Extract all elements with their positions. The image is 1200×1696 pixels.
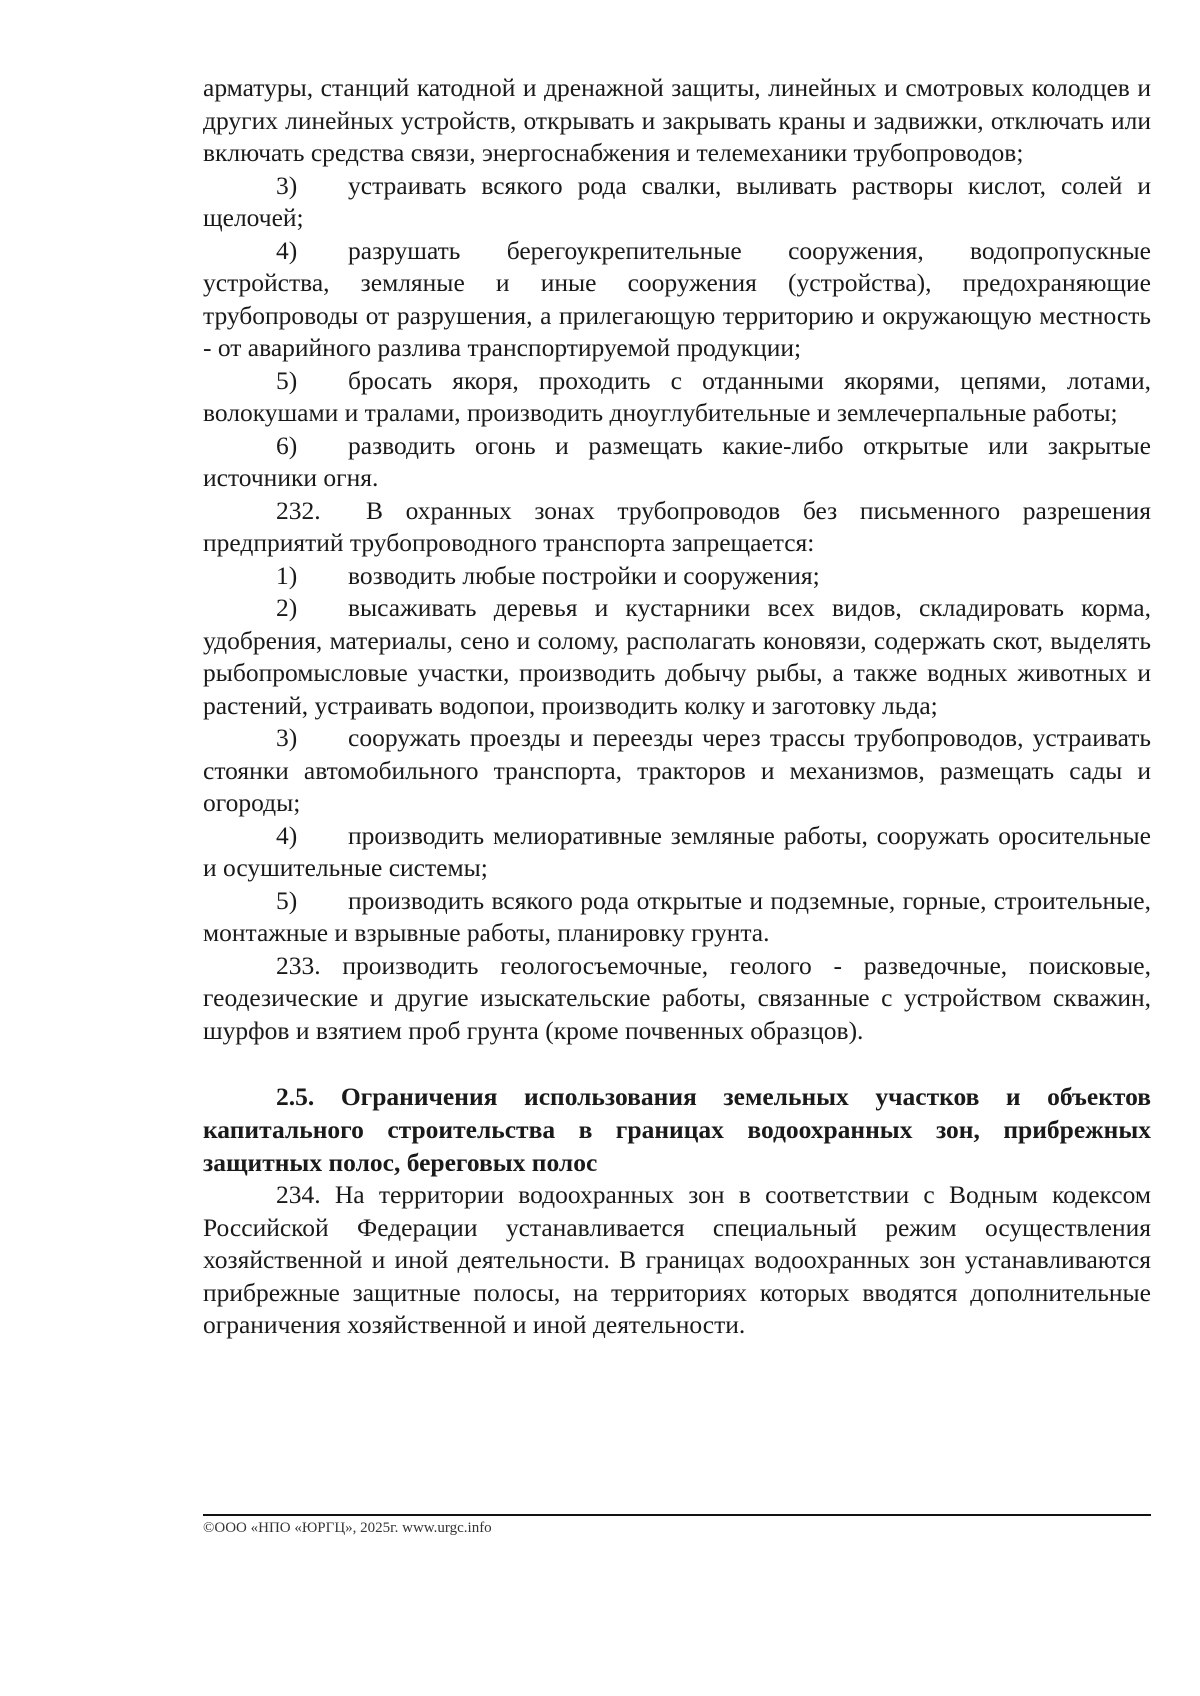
item-number: 2) <box>276 593 298 622</box>
list-item <box>203 430 1151 495</box>
section-paragraph <box>203 1179 1151 1342</box>
section-heading: 2.5. Ограничения использования земельных участков и объектов капитального строительства в границах водоохранных зон, прибрежных защитных полос, береговых полос <box>203 1082 1151 1177</box>
item-text: устраивать всякого рода свалки, выливать растворы кислот, солей и щелочей; <box>203 170 1151 232</box>
footer-copyright: ©ООО «НПО «ЮРГЦ», 2025г. www.urgc.info <box>203 1520 492 1536</box>
paragraph-text: производить геологосъемочные, геолого - разведочные, поисковые, геодезические и другие изыскательские работы, связанные с устройством скважин, шурфов и взятием проб грунта (кроме почвенных образцов). <box>203 950 1151 1045</box>
list-item <box>203 365 1151 430</box>
item-text: возводить любые постройки и сооружения; <box>348 560 820 590</box>
item-text: разводить огонь и размещать какие-либо открытые или закрытые источники огня. <box>203 430 1151 492</box>
list-item <box>203 235 1151 365</box>
body-text <box>203 72 1151 1342</box>
item-text: бросать якоря, проходить с отданными якорями, цепями, лотами, волокушами и тралами, производить дноуглубительные и землечерпальные работы; <box>203 365 1151 427</box>
paragraph-text: На территории водоохранных зон в соответствии с Водным кодексом Российской Федерации устанавливается специальный режим осуществления хозяйственной и иной деятельности. В границах водоохранных зон устанавливаются прибрежные защитные полосы, на территориях которых вводятся дополнительные ограничения хозяйственной и иной деятельности. <box>203 1180 1152 1339</box>
list-item <box>203 820 1151 885</box>
item-number: 5) <box>276 885 298 915</box>
item-number: 3) <box>276 723 298 752</box>
item-number: 4) <box>276 235 298 265</box>
section-number: 234. <box>276 1180 321 1209</box>
item-number: 6) <box>276 430 298 460</box>
list-item <box>203 560 1151 593</box>
list-item <box>203 170 1151 235</box>
item-number: 4) <box>276 820 298 850</box>
item-text: высаживать деревья и кустарники всех видов, складировать корма, удобрения, материалы, сено и солому, располагать коновязи, содержать скот, выделять рыбопромысловые участки, производить добычу рыбы, а также водных животных и растений, устраивать водопои, производить колку и заготовку льда; <box>203 593 1151 720</box>
item-text: сооружать проезды и переезды через трассы трубопроводов, устраивать стоянки автомобильного транспорта, тракторов и механизмов, размещать сады и огороды; <box>203 723 1151 817</box>
section-number: 232. <box>276 495 321 525</box>
item-text: производить всякого рода открытые и подземные, горные, строительные, монтажные и взрывные работы, планировку грунта. <box>203 885 1151 947</box>
paragraph-continuation <box>203 72 1151 170</box>
section-paragraph <box>203 950 1151 1048</box>
list-item <box>203 592 1151 722</box>
item-number: 1) <box>276 560 298 590</box>
item-number: 5) <box>276 365 298 395</box>
footer-divider <box>203 1514 1151 1516</box>
item-text: производить мелиоративные земляные работы, сооружать оросительные и осушительные системы; <box>203 820 1151 882</box>
item-text: разрушать берегоукрепительные сооружения, водопропускные устройства, земляные и иные сооружения (устройства), предохраняющие трубопроводы от разрушения, а прилегающую территорию и окружающую местность - от аварийного разлива транспортируемой продукции; <box>203 235 1151 362</box>
paragraph-text: В охранных зонах трубопроводов без письменного разрешения предприятий трубопроводного транспорта запрещается: <box>203 495 1151 557</box>
section-paragraph <box>203 495 1151 560</box>
section-number: 233. <box>276 950 321 980</box>
paragraph-text: арматуры, станций катодной и дренажной защиты, линейных и смотровых колодцев и других линейных устройств, открывать и закрывать краны и задвижки, отключать или включать средства связи, энергоснабжения и телемеханики трубопроводов; <box>203 73 1151 167</box>
item-number: 3) <box>276 170 298 200</box>
list-item <box>203 722 1151 820</box>
list-item <box>203 885 1151 950</box>
